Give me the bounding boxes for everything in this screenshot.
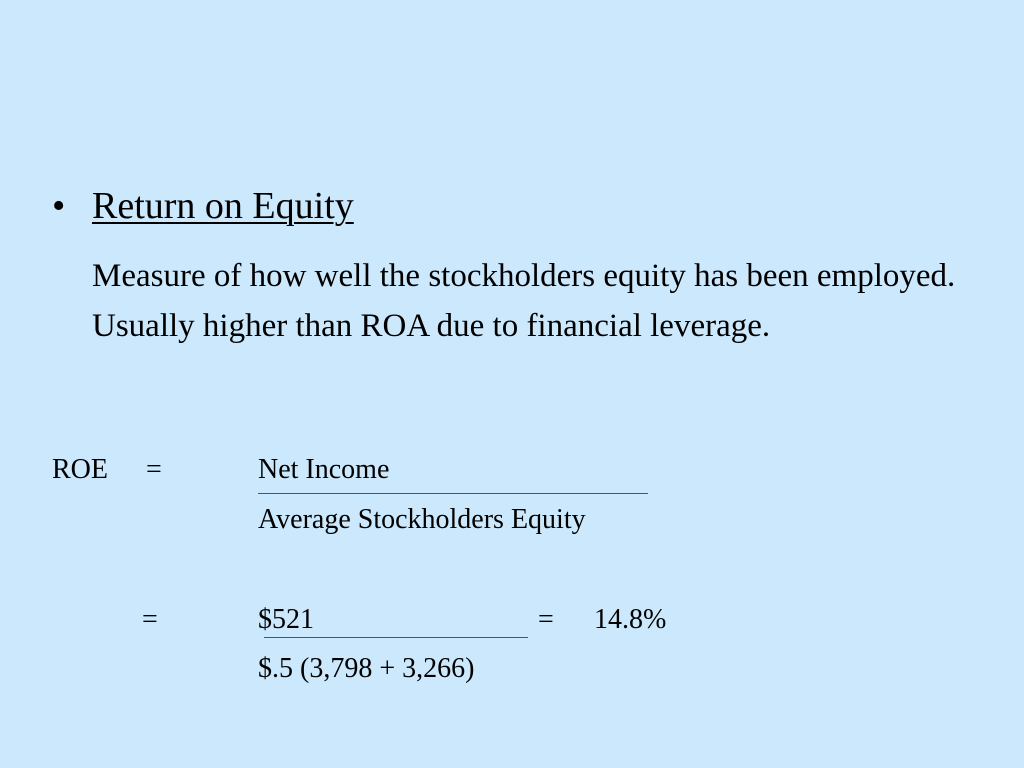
calculation-fraction-line: [264, 637, 528, 638]
formula-numerator: Net Income: [258, 454, 390, 485]
calculation-denominator: $.5 (3,798 + 3,266): [258, 653, 475, 684]
calculation-result: 14.8%: [594, 604, 667, 635]
formula-lhs: ROE: [52, 454, 108, 485]
calculation-result-equals: =: [538, 604, 554, 635]
calculation-equals: =: [142, 604, 158, 635]
bullet-item: [52, 182, 354, 230]
description-text: Measure of how well the stockholders equity has been employed. Usually higher than ROA due to financial leverage.: [92, 258, 956, 344]
calculation-numerator: $521: [258, 604, 314, 635]
formula-fraction-line: [258, 493, 648, 494]
bullet-title: Return on Equity: [92, 185, 354, 227]
formula-denominator: Average Stockholders Equity: [258, 504, 586, 535]
bullet-icon: •: [52, 185, 66, 227]
formula-equals: =: [146, 454, 162, 485]
